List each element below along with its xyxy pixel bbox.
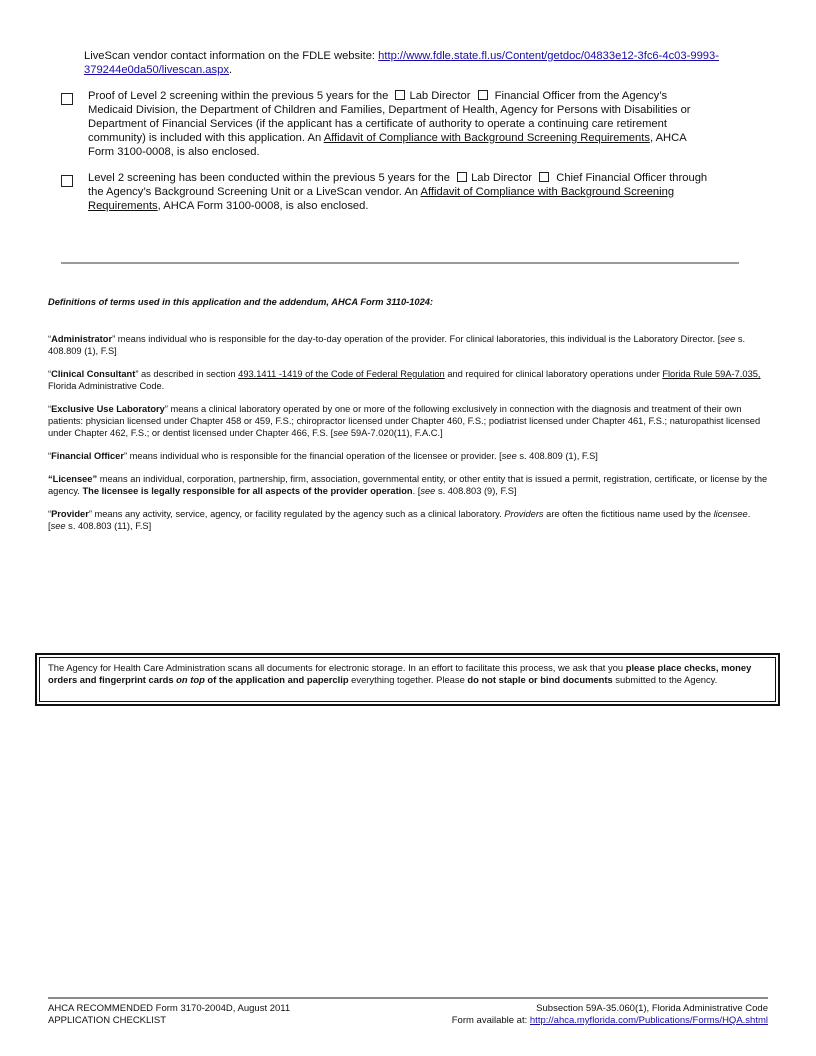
item1-line5: Form 3100-0008, is also enclosed. xyxy=(88,146,260,158)
fdle-livescan-link[interactable]: http://www.fdle.state.fl.us/Content/getdoc/04833e12-3fc6-4c03-9993-379244e0da50/livescan.aspx xyxy=(84,50,719,76)
see-ref: see xyxy=(420,486,436,496)
livescan-suffix: . xyxy=(228,64,233,76)
term-provider: Provider xyxy=(51,509,89,519)
form-availability xyxy=(452,1015,768,1027)
notice-on-top: on top xyxy=(176,674,205,685)
term-administrator: Administrator xyxy=(51,334,113,344)
definition-citation: 59A-7.020(11), F.A.C.] xyxy=(348,428,443,438)
level2-screening-checkbox[interactable] xyxy=(61,173,73,191)
item1-line4-post: , AHCA xyxy=(649,132,687,144)
scanning-notice-text xyxy=(39,657,776,702)
form-available-label: Form available at: xyxy=(451,1015,530,1026)
item2-line1 xyxy=(88,171,778,185)
florida-rule-reference: Florida Rule 59A-7.035, xyxy=(662,369,761,379)
see-ref: see xyxy=(333,428,349,438)
definition-text: means individual who is responsible for the financial operation of the licensee or provider. [ xyxy=(129,451,502,461)
definition-citation: s. 408.803 (9), F.S] xyxy=(435,486,517,496)
affidavit-reference-cont: Requirements xyxy=(88,200,158,212)
definition-citation: s. 408.809 (1), F.S] xyxy=(516,451,598,461)
definition-text-cont: and required for clinical laboratory operations under xyxy=(444,369,663,379)
definition-text-end: Florida Administrative Code. xyxy=(48,381,165,391)
see-ref: see xyxy=(720,334,736,344)
cfo-checkbox[interactable] xyxy=(539,172,549,182)
ahca-forms-link[interactable]: http://ahca.myflorida.com/Publications/Forms/HQA.shtml xyxy=(529,1015,768,1026)
item1-line4 xyxy=(88,131,778,145)
lab-director-label: Lab Director xyxy=(409,90,471,102)
item2-line2 xyxy=(88,185,778,199)
item1-line2: Medicaid Division, the Department of Children and Families, Department of Health, Agency for Persons with Disabilities or xyxy=(88,104,691,116)
affidavit-reference: Affidavit of Compliance with Background Screening Requirements xyxy=(323,132,650,144)
proof-screening-checkbox[interactable] xyxy=(61,91,73,109)
item2-line2-pre: the Agency’s Background Screening Unit or a LiveScan vendor. An xyxy=(88,186,421,198)
financial-officer-checkbox[interactable] xyxy=(478,90,488,100)
definition-text: means an individual, corporation, partnership, firm, association, governmental entity, or other entity that is issued a permit, registration, certificate, or license by the agency. xyxy=(48,474,768,496)
notice-do-not-staple: do not staple or bind documents xyxy=(467,674,613,685)
item1-line3: Department of Financial Services (if the applicant has a certificate of authority to operate a continuing care retirement xyxy=(88,118,667,130)
definition-text: as described in section xyxy=(141,369,239,379)
definitions-list xyxy=(48,333,770,532)
item2-line3 xyxy=(88,199,778,213)
checkbox-icon xyxy=(61,175,73,187)
definition-text-cont: . [ xyxy=(412,486,421,496)
definition-text: means any activity, service, agency, or facility regulated by the agency such as a clinical laboratory. xyxy=(94,509,505,519)
term-financial-officer: Financial Officer xyxy=(51,451,124,461)
definition-exclusive-use-laboratory: “Exclusive Use Laboratory” means a clinical laboratory operated by one or more of the following exclusively in connection with the diagnosis and treatment of their own patients: physician licensed under Chapter 458 or 459, F.S.; chiropractor licensed under Chapter 460, F.S.; podiatrist licensed under Chapter 461, F.S.; naturopathist licensed under Chapter 462, F.S.; or dentist licensed under Chapter 466, F.S. [see 59A-7.020(11), F.A.C.] xyxy=(48,404,761,438)
lab-director-checkbox[interactable] xyxy=(395,90,405,100)
licensee-word: licensee xyxy=(713,509,748,519)
definition-provider: “Provider” means any activity, service, agency, or facility regulated by the agency such as a clinical laboratory. Providers are often the fictitious name used by the licensee. [see s. 408.803 (11), F.S] xyxy=(48,509,751,531)
term-licensee: Licensee xyxy=(52,474,93,484)
footer-divider xyxy=(48,997,768,999)
licensee-responsibility: The licensee is legally responsible for all aspects of the provider operation xyxy=(82,486,413,496)
scanning-notice-box xyxy=(35,653,780,706)
section-divider xyxy=(61,262,739,264)
footer-form-info xyxy=(48,1003,290,1027)
checklist-item-level2-screening xyxy=(88,171,778,213)
affidavit-reference: Affidavit of Compliance with Background Screening xyxy=(420,186,675,198)
definition-clinical-consultant: “Clinical Consultant” as described in section 493.1411 -1419 of the Code of Federal Regulation and required for clinical laboratory operations under Florida Rule 59A-7.035, Florida Administrative Code. xyxy=(48,369,761,391)
livescan-vendor-info xyxy=(84,49,774,77)
lab-director-checkbox[interactable] xyxy=(457,172,467,182)
providers-word: Providers xyxy=(504,509,544,519)
definition-citation: s. 408.809 (1), F.S] xyxy=(48,334,746,356)
financial-officer-label: Financial Officer from the Agency’s xyxy=(494,90,668,102)
form-title: APPLICATION CHECKLIST xyxy=(48,1015,167,1026)
cfo-label: Chief Financial Officer through xyxy=(556,172,708,184)
definition-licensee: “Licensee” means an individual, corporation, partnership, firm, association, governmental entity, or other entity that is issued a permit, registration, certificate, or license by the agency. The licensee is legally responsible for all aspects of the provider operation. [see s. 408.803 (9), F.S] xyxy=(48,474,768,496)
see-ref: see xyxy=(50,521,66,531)
lab-director-label: Lab Director xyxy=(471,172,533,184)
definition-financial-officer: “Financial Officer” means individual who is responsible for the financial operation of the licensee or provider. [see s. 408.809 (1), F.S] xyxy=(48,451,598,461)
definition-text-cont: are often the fictitious name used by the xyxy=(543,509,714,519)
notice-text-e: everything together. Please xyxy=(348,674,468,685)
checklist-item-proof-screening xyxy=(88,89,778,159)
item1-line1 xyxy=(88,89,778,103)
cfr-reference: 493.1411 -1419 of the Code of Federal Regulation xyxy=(238,369,445,379)
definition-administrator: “Administrator” means individual who is responsible for the day-to-day operation of the provider. For clinical laboratories, this individual is the Laboratory Director. [see s. 408.809 (1), F.S] xyxy=(48,334,746,356)
definition-citation: s. 408.803 (11), F.S] xyxy=(65,521,152,531)
livescan-prefix: LiveScan vendor contact information on the FDLE website: xyxy=(84,50,379,62)
item1-line4-pre: community) is included with this application. An xyxy=(88,132,324,144)
checkbox-icon xyxy=(61,93,73,105)
definition-text: means a clinical laboratory operated by one or more of the following exclusively in connection with the diagnosis and treatment of their own patients: physician licensed under Chapter 458 or 459, F.S.; chiropractor licensed under Chapter 460, F.S.; podiatrist licensed under Chapter 461, F.S.; naturopathist licensed under Chapter 462, F.S.; or dentist licensed under Chapter 466, F.S. [ xyxy=(48,404,761,438)
footer-source-info xyxy=(452,1003,768,1027)
term-exclusive-use-laboratory: Exclusive Use Laboratory xyxy=(51,404,165,414)
definition-text-cont2: . [ xyxy=(48,509,751,531)
notice-paperclip: of the application and paperclip xyxy=(204,674,349,685)
term-clinical-consultant: Clinical Consultant xyxy=(51,369,136,379)
item2-lead: Level 2 screening has been conducted within the previous 5 years for the xyxy=(88,172,450,184)
notice-text-g: submitted to the Agency. xyxy=(612,674,718,685)
definition-text: means individual who is responsible for the day-to-day operation of the provider. For clinical laboratories, this individual is the Laboratory Director. [ xyxy=(117,334,721,344)
see-ref: see xyxy=(501,451,517,461)
form-number: AHCA RECOMMENDED Form 3170-2004D, August 2011 xyxy=(48,1003,291,1014)
notice-bold-instruction: please place checks, money orders and fingerprint cards xyxy=(48,662,752,685)
subsection-reference: Subsection 59A-35.060(1), Florida Administrative Code xyxy=(536,1003,768,1014)
definitions-heading: Definitions of terms used in this application and the addendum, AHCA Form 3110-1024: xyxy=(48,297,434,307)
notice-text-a: The Agency for Health Care Administration scans all documents for electronic storage. In an effort to facilitate this process, we ask that you xyxy=(48,662,626,673)
item2-line3-post: , AHCA Form 3100-0008, is also enclosed. xyxy=(157,200,369,212)
item1-lead: Proof of Level 2 screening within the previous 5 years for the xyxy=(88,90,389,102)
